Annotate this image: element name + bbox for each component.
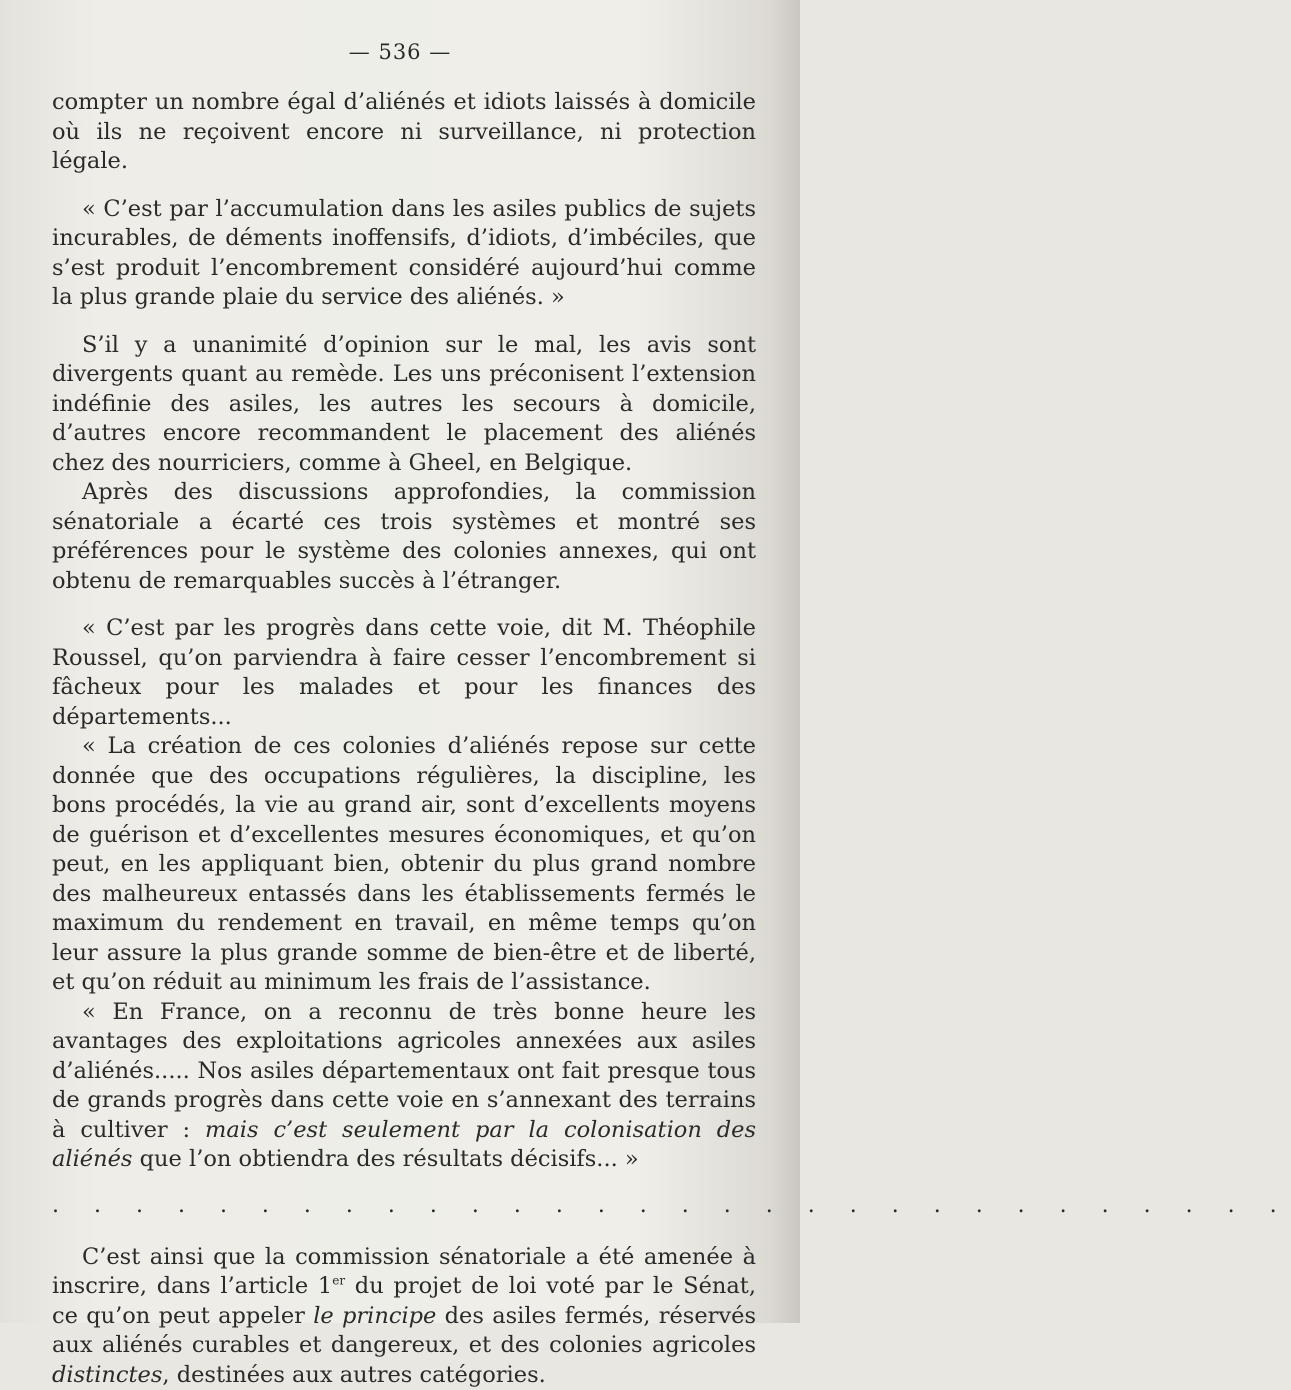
text-span: « En France, on a reconnu de très bonne heure les avantages des exploitations agricoles annexées aux asiles d’aliénés..... Nos asiles départementaux ont fait presque tous de grands progrès dans cette voie en s’annexant des terrains à cultiver :	[52, 999, 756, 1143]
paragraph	[52, 998, 756, 1175]
text-span: du projet de loi voté par le Sénat, ce qu’on peut appeler	[52, 1273, 756, 1329]
italic-span: mais c’est seulement par la colonisation des aliénés	[52, 1117, 756, 1173]
paragraph: compter un nombre égal d’aliénés et idiots laissés à domicile où ils ne reçoivent encore ni surveillance, ni protection légale.	[52, 88, 756, 177]
italic-span: distinctes	[52, 1362, 162, 1388]
superscript: er	[332, 1274, 345, 1288]
body-text	[52, 88, 756, 1390]
text-span: que l’on obtiendra des résultats décisifs... »	[132, 1146, 638, 1172]
text-span: des asiles fermés, réservés aux aliénés curables et dangereux, et des colonies agricoles	[52, 1303, 756, 1359]
paragraph: « C’est par les progrès dans cette voie, dit M. Théophile Roussel, qu’on parviendra à faire cesser l’encombrement si fâcheux pour les malades et pour les finances des départements...	[52, 614, 756, 732]
paragraph: Après des discussions approfondies, la commission sénatoriale a écarté ces trois systèmes et montré ses préférences pour le système des colonies annexes, qui ont obtenu de remarquables succès à l’étranger.	[52, 478, 756, 596]
italic-span: le principe	[313, 1303, 436, 1329]
text-span: C’est ainsi que la commission sénatoriale a été amenée à inscrire, dans l’article 1	[52, 1244, 756, 1300]
text-span: , destinées aux autres catégories.	[162, 1362, 545, 1388]
paragraph	[52, 1243, 756, 1390]
ellipsis-dots-line: . . . . . . . . . . . . . . . . . . . . . . . . . . . . . .	[52, 1195, 756, 1217]
page-number: — 536 —	[0, 40, 800, 64]
paragraph: « La création de ces colonies d’aliénés repose sur cette donnée que des occupations régulières, la discipline, les bons procédés, la vie au grand air, sont d’excellents moyens de guérison et d’excellentes mesures économiques, et qu’on peut, en les appliquant bien, obtenir du plus grand nombre des malheureux entassés dans les établissements fermés le maximum du rendement en travail, en même temps qu’on leur assure la plus grande somme de bien-être et de liberté, et qu’on réduit au minimum les frais de l’assistance.	[52, 732, 756, 998]
paragraph: S’il y a unanimité d’opinion sur le mal, les avis sont divergents quant au remède. Les uns préconisent l’extension indéfinie des asiles, les autres les secours à domicile, d’autres encore recommandent le placement des aliénés chez des nourriciers, comme à Gheel, en Belgique.	[52, 331, 756, 479]
paragraph: « C’est par l’accumulation dans les asiles publics de sujets incurables, de déments inoffensifs, d’idiots, d’imbéciles, que s’est produit l’encombrement considéré aujourd’hui comme la plus grande plaie du service des aliénés. »	[52, 195, 756, 313]
